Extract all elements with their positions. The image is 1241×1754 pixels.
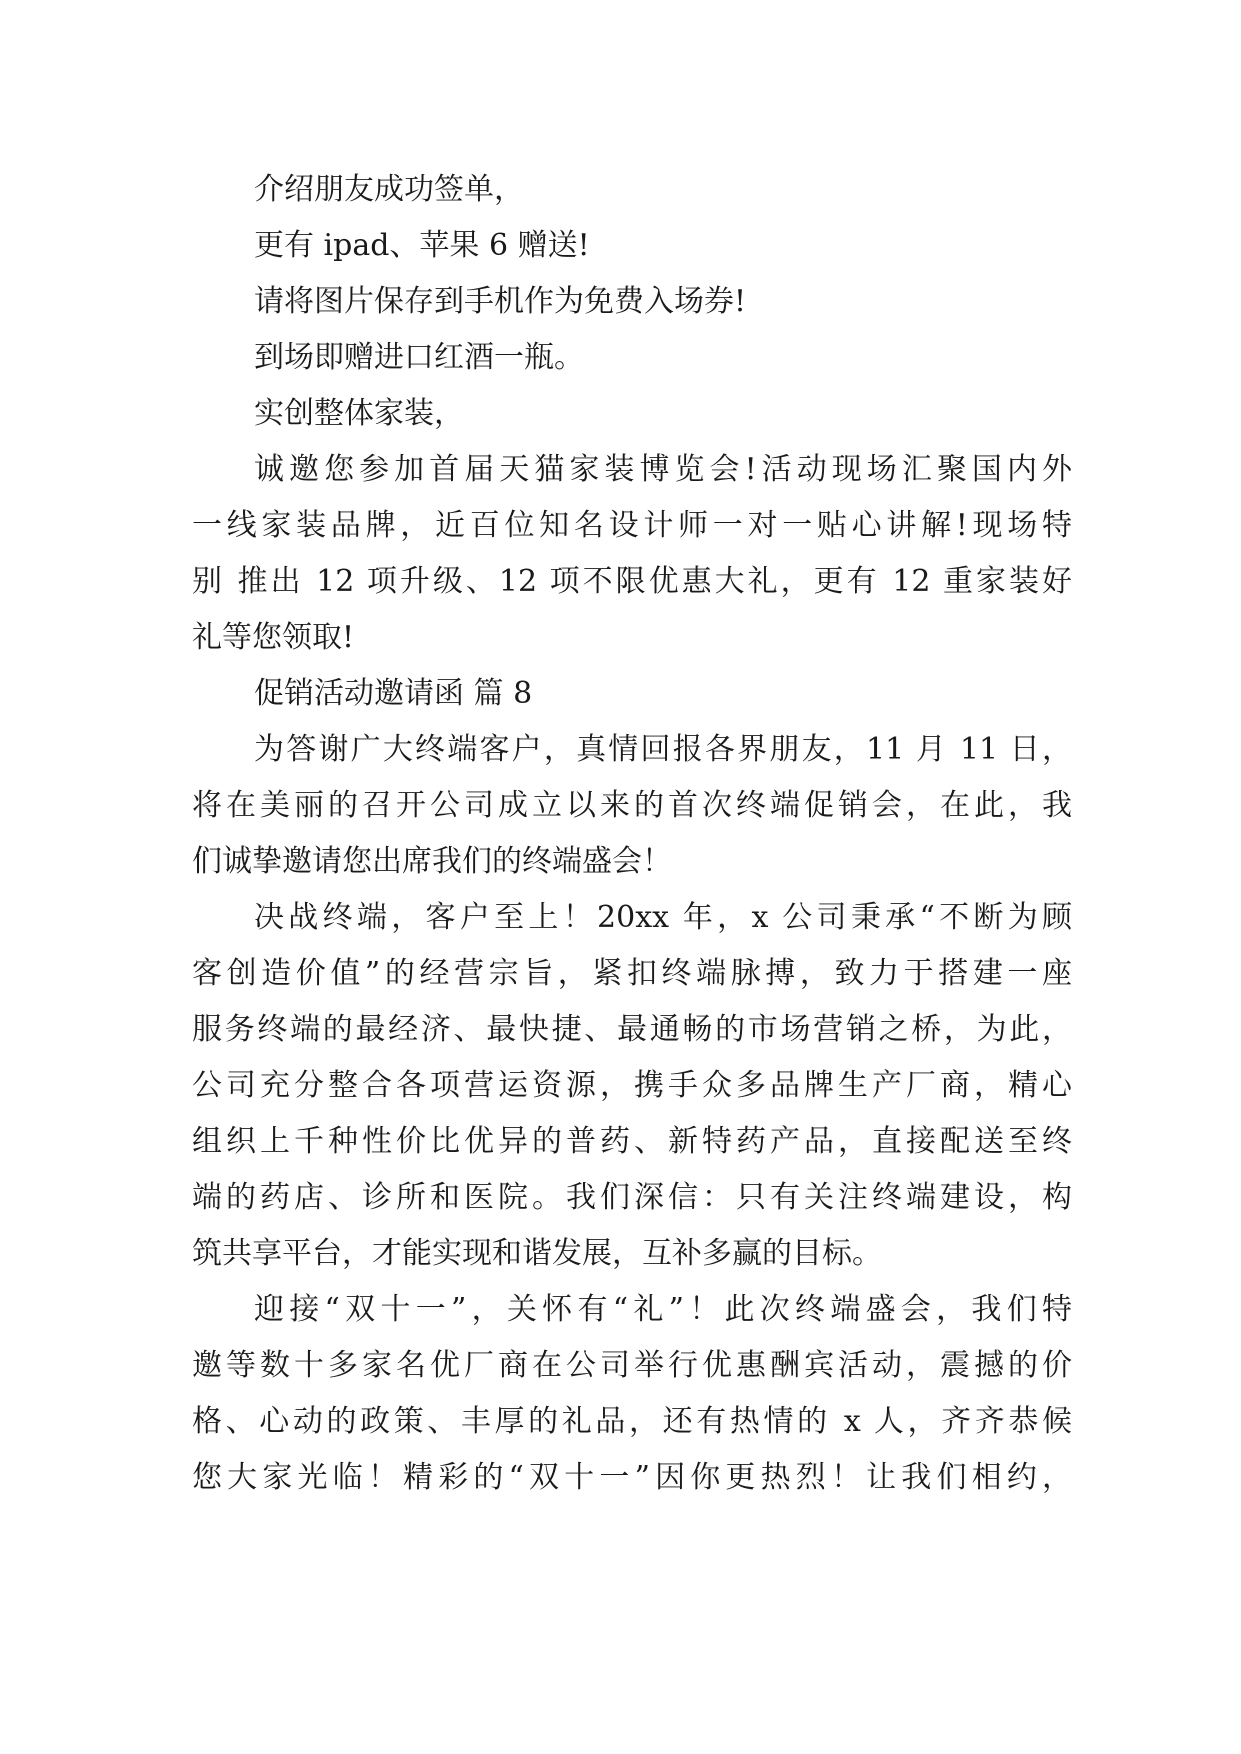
text-line: 介绍朋友成功签单， <box>254 172 524 207</box>
text-line: 迎接“双十一”，关怀有“礼”！此次终端盛会，我们特 <box>254 1292 1072 1327</box>
text-line: 您大家光临！精彩的“双十一”因你更热烈！让我们相约， <box>192 1460 1072 1495</box>
text-line: 筑共享平台，才能实现和谐发展，互补多赢的目标。 <box>192 1236 882 1271</box>
text-line: 别 推出 12 项升级、12 项不限优惠大礼，更有 12 重家装好 <box>192 564 1072 599</box>
document-body <box>192 162 1072 1506</box>
text-line: 决战终端，客户至上！20xx 年，x 公司秉承“不断为顾 <box>254 900 1072 935</box>
text-line: 为答谢广大终端客户，真情回报各界朋友，11 月 11 日， <box>254 732 1072 767</box>
text-line: 端的药店、诊所和医院。我们深信：只有关注终端建设，构 <box>192 1180 1072 1215</box>
text-line: 实创整体家装， <box>254 396 464 431</box>
text-line: 更有 ipad、苹果 6 赠送! <box>254 228 590 263</box>
text-line: 到场即赠进口红酒一瓶。 <box>254 340 584 375</box>
text-line: 礼等您领取! <box>192 620 355 655</box>
text-line: 格、心动的政策、丰厚的礼品，还有热情的 x 人，齐齐恭候 <box>192 1404 1072 1439</box>
text-line: 将在美丽的召开公司成立以来的首次终端促销会，在此，我 <box>192 788 1072 823</box>
text-line: 邀等数十多家名优厂商在公司举行优惠酬宾活动，震撼的价 <box>192 1348 1072 1383</box>
section-heading: 促销活动邀请函 篇 8 <box>254 676 533 711</box>
text-line: 服务终端的最经济、最快捷、最通畅的市场营销之桥，为此， <box>192 1012 1072 1047</box>
text-line: 们诚挚邀请您出席我们的终端盛会！ <box>192 844 672 879</box>
text-line: 客创造价值”的经营宗旨，紧扣终端脉搏，致力于搭建一座 <box>192 956 1072 991</box>
text-line: 请将图片保存到手机作为免费入场券! <box>254 284 747 319</box>
text-line: 组织上千种性价比优异的普药、新特药产品，直接配送至终 <box>192 1124 1072 1159</box>
text-line: 公司充分整合各项营运资源，携手众多品牌生产厂商，精心 <box>192 1068 1072 1103</box>
text-line: 诚邀您参加首届天猫家装博览会!活动现场汇聚国内外 <box>254 452 1072 487</box>
text-line: 一线家装品牌，近百位知名设计师一对一贴心讲解!现场特 <box>192 508 1072 543</box>
